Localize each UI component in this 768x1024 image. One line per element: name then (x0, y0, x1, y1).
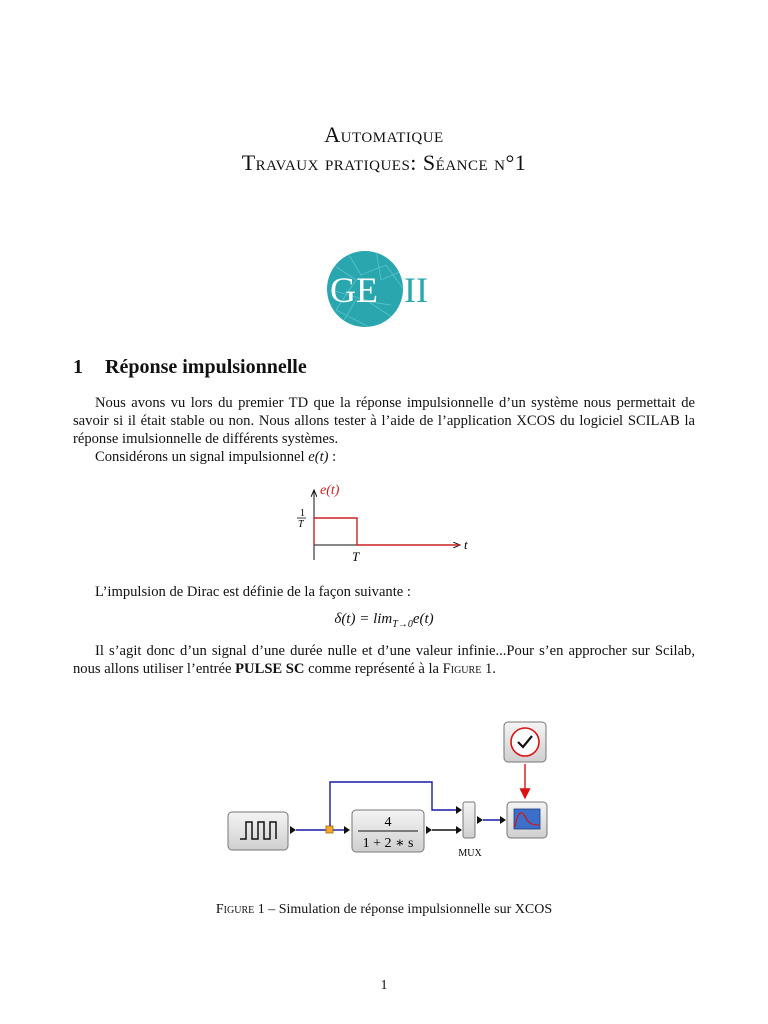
document-title-line-2: Travaux pratiques: Séance n°1 (241, 150, 527, 175)
paragraph-pulse-sc (73, 642, 695, 678)
logo-text-ii: II (404, 270, 428, 310)
paragraph-dirac: L’impulsion de Dirac est définie de la façon suivante : (95, 584, 411, 600)
logo-text-ge: GE (330, 270, 378, 310)
split-junction (326, 826, 333, 833)
paragraph-signal-text: Considérons un signal impulsionnel (95, 449, 309, 465)
section-title: Réponse impulsionnelle (105, 356, 307, 378)
paragraph-pulse-sc-a: Il s’agit donc d’un signal d’une durée nulle et d’une valeur infinie...Pour s’en approcher sur Scilab, nous allons utiliser l’entrée (73, 643, 695, 677)
pulse-signal-graph (290, 478, 480, 570)
x-axis-label: t (464, 537, 468, 552)
tf-output-port (426, 826, 432, 834)
y-axis-label: e(t) (320, 483, 340, 498)
paragraph-pulse-sc-end: . (492, 661, 496, 677)
document-title-line-1: Automatique (324, 122, 444, 147)
mux-output-port (477, 816, 483, 824)
paragraph-intro: Nous avons vu lors du premier TD que la réponse impulsionnelle d’un système nous permettait de savoir si il était stable ou non. Nous allons tester à l’aide de l’application XCOS du logiciel SCILAB la réponse imulsionnelle de différents systèmes. (73, 395, 695, 447)
mux-label: MUX (458, 848, 482, 859)
figure-caption (0, 902, 768, 918)
formula-rhs: e(t) (412, 611, 434, 627)
pulse-square-wave-icon (240, 822, 276, 839)
paragraph-pulse-sc-bold: PULSE SC (235, 661, 305, 677)
geii-logo (326, 250, 446, 328)
pulse-signal-line (314, 518, 460, 545)
clock-icon (511, 728, 539, 756)
mux-block[interactable] (463, 802, 475, 838)
paragraph-signal (73, 448, 695, 466)
pulse-output-port (290, 826, 296, 834)
mux-input-1-port (456, 806, 462, 814)
scope-input-port (500, 816, 506, 824)
paragraph-signal-math: e(t) (308, 449, 329, 465)
caption-text: – Simulation de réponse impulsionnelle sur XCOS (264, 902, 553, 917)
xcos-diagram (202, 698, 566, 866)
t-tick-label: T (352, 549, 360, 564)
formula-subscript: T→0 (392, 619, 413, 630)
dirac-formula (0, 611, 768, 630)
page-number: 1 (380, 978, 388, 993)
level-numerator: 1 (300, 508, 305, 519)
tf-input-port (344, 826, 350, 834)
section-number: 1 (73, 356, 83, 378)
paragraph-signal-end: : (328, 449, 337, 465)
paragraph-pulse-sc-b: comme représenté à la (304, 661, 443, 677)
tf-denominator: 1 + 2 ∗ s (362, 836, 414, 851)
level-denominator: T (298, 519, 304, 530)
caption-figure-label: Figure 1 (215, 902, 265, 917)
mux-input-2-port (456, 826, 462, 834)
formula-lhs: δ(t) = lim (334, 611, 393, 627)
tf-numerator: 4 (384, 815, 392, 830)
section-heading (73, 356, 307, 379)
figure-reference: Figure 1 (442, 661, 493, 677)
